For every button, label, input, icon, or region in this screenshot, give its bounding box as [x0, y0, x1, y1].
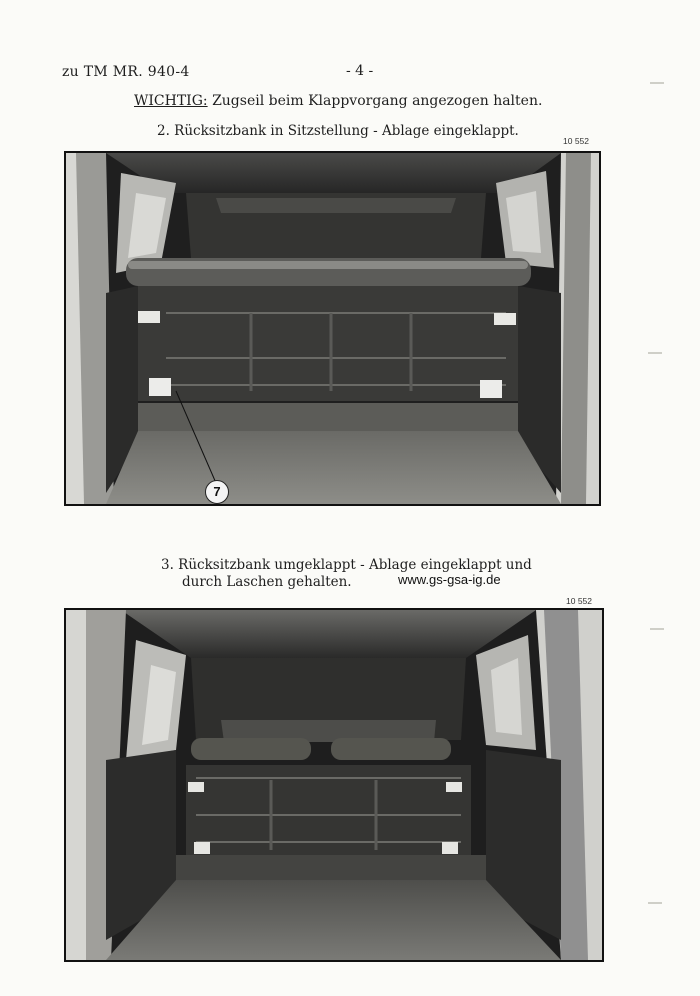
document-reference: zu TM MR. 940-4 [62, 64, 190, 80]
figure-2-photo [64, 608, 604, 962]
figure-1-code: 10 552 [563, 136, 589, 146]
callout-7: 7 [205, 480, 229, 504]
figure-1-photo [64, 151, 601, 506]
figure-1-caption: 2. Rücksitzbank in Sitzstellung - Ablage eingeklappt. [157, 123, 519, 139]
scan-mark [650, 82, 664, 84]
cargo-area-seat-upright-image [66, 153, 599, 504]
warning-note [134, 93, 542, 109]
figure-2-code: 10 552 [566, 596, 592, 606]
figure-2-caption-line-1: 3. Rücksitzbank umgeklappt - Ablage eingeklappt und [161, 557, 532, 573]
scan-mark [648, 902, 662, 904]
figure-2-caption-line-2: durch Laschen gehalten. [182, 574, 352, 590]
scan-mark [650, 628, 664, 630]
warning-text: Zugseil beim Klappvorgang angezogen halten. [212, 93, 543, 109]
warning-keyword: WICHTIG: [134, 93, 208, 109]
website-link[interactable]: www.gs-gsa-ig.de [398, 572, 501, 587]
page-number: - 4 - [346, 63, 374, 79]
scan-mark [648, 352, 662, 354]
cargo-area-seat-folded-image [66, 610, 602, 960]
